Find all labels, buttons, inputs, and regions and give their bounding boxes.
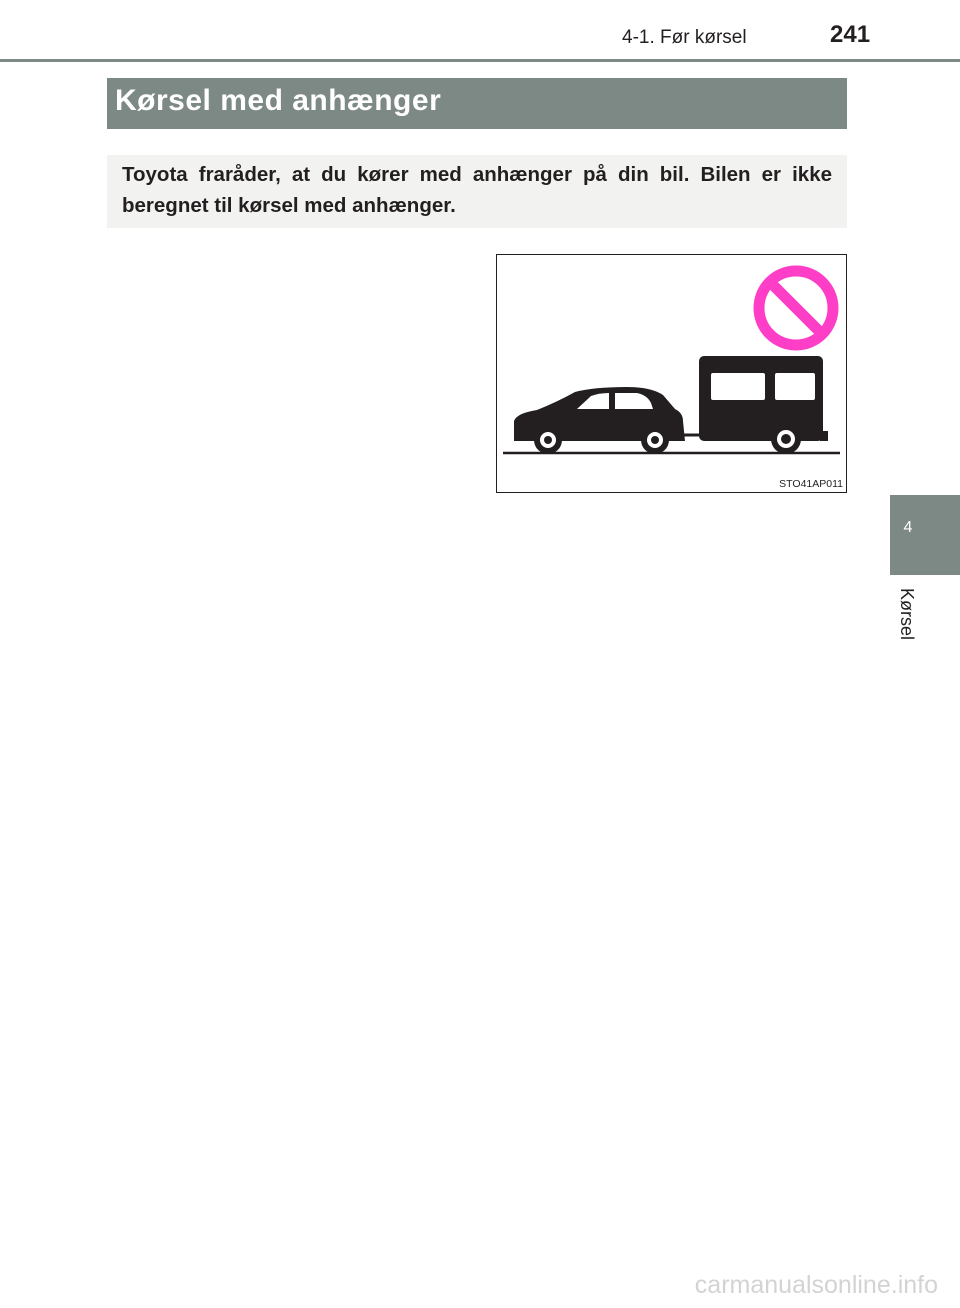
chapter-label: Kørsel: [897, 588, 917, 641]
figure-no-trailer: [496, 254, 847, 493]
watermark: carmanualsonline.info: [694, 1271, 938, 1299]
prohibition-icon: [759, 271, 833, 345]
page-header: [0, 0, 960, 62]
trailer-icon: [699, 356, 828, 454]
title-bar: [107, 78, 847, 129]
car-icon: [514, 387, 699, 454]
chapter-tab: [890, 495, 960, 575]
page-title: Kørsel med anhænger: [115, 84, 442, 117]
figure-code: STO41AP011: [779, 478, 843, 490]
intro-box: [107, 155, 847, 228]
section-label: 4-1. Før kørsel: [622, 27, 747, 48]
figure-illustration: [497, 255, 846, 492]
chapter-number: 4: [903, 519, 913, 536]
page-number: 241: [830, 21, 871, 48]
header-rule: [0, 59, 960, 62]
intro-text: Toyota fraråder, at du kører med anhænger på din bil. Bilen er ikke beregnet til kørsel med anhænger.: [122, 163, 832, 217]
